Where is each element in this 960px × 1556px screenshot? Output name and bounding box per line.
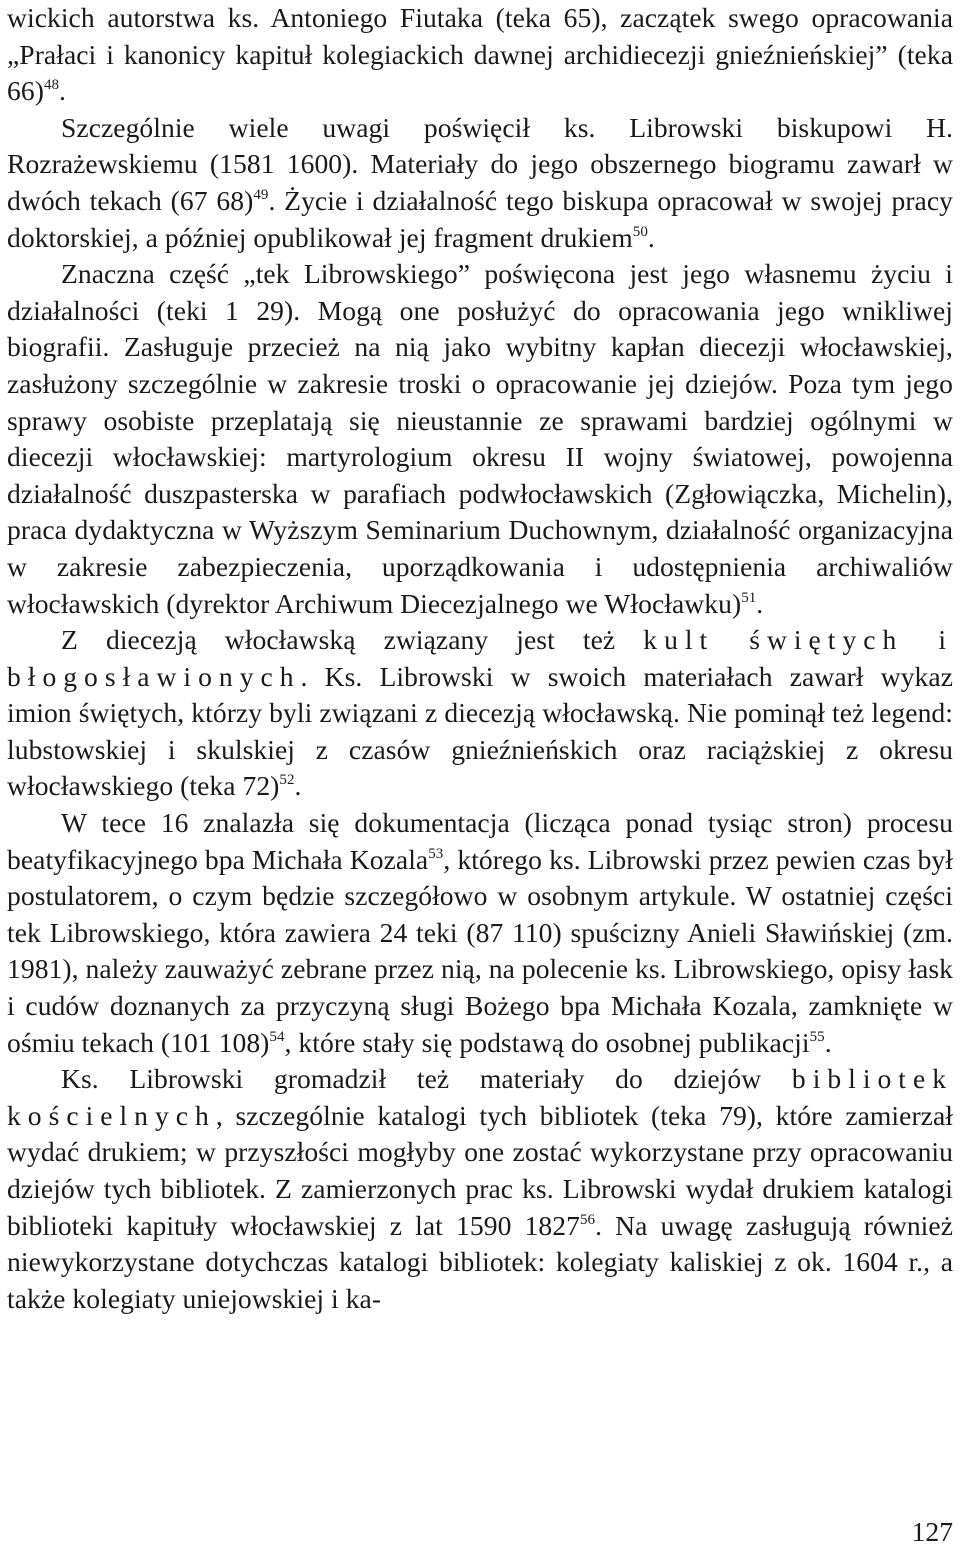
spaced-emphasis: kult świętych i błogosławionych <box>7 624 953 692</box>
footnote-reference: 54 <box>269 1028 285 1045</box>
paragraph <box>7 110 953 256</box>
paragraph-text: . Ks. Librowski w swoich materiałach zawarł wykaz imion świętych, którzy byli związani z diecezją włocławską. Nie pominął też legend: lubstowskiej i skulskiej z czasów gnieźnieńskich oraz raciążskiej z okresu włocławskiego (teka 72) <box>7 660 953 802</box>
paragraph-text: W tece 16 znalazła się dokumentacja (licząca ponad tysiąc stron) procesu beatyfikacyjnego bpa Michała Kozala <box>7 807 953 875</box>
paragraph <box>7 805 953 1061</box>
paragraph-text: . Życie i działalność tego biskupa opracował w swojej pracy doktorskiej, a później opublikował jej fragment drukiem <box>7 184 953 253</box>
page-number: 127 <box>911 1516 953 1547</box>
paragraph <box>7 622 953 805</box>
footnote-reference: 50 <box>632 223 648 240</box>
paragraph-text: , które stały się podstawą do osobnej publikacji <box>284 1026 810 1058</box>
paragraph-text: . <box>756 587 764 619</box>
paragraph-text: Szczególnie wiele uwagi poświęcił ks. Librowski biskupowi H. Rozrażewskiemu (1581 1600). Materiały do jego obszernego biogramu zawarł w dwóch tekach (67 68) <box>7 111 953 216</box>
paragraph <box>7 0 953 110</box>
footnote-reference: 52 <box>279 772 295 789</box>
paragraph <box>7 256 953 622</box>
page-body <box>7 0 953 1317</box>
paragraph-text: Znaczna część „tek Librowskiego” poświęcona jest jego własnemu życiu i działalności (teki 1 29). Mogą one posłużyć do opracowania jego wnikliwej biografii. Zasługuje przecież na nią jako wybitny kapłan diecezji włocławskiej, zasłużony szczególnie w zakresie troski o opracowanie jej dziejów. Poza tym jego sprawy osobiste przeplatają się nieustannie ze sprawami bardziej ogólnymi w diecezji włocławskiej: martyrologium okresu II wojny światowej, powojenna działalność duszpasterska w parafiach podwłocławskich (Zgłowiączka, Michelin), praca dydaktyczna w Wyższym Seminarium Duchownym, działalność organizacyjna w zakresie zabezpieczenia, uporządkowania i udostępnienia archiwaliów włocławskich (dyrektor Archiwum Diecezjalnego we Włocławku) <box>7 258 953 619</box>
footnote-reference: 53 <box>428 845 444 862</box>
footnote-reference: 56 <box>579 1211 596 1228</box>
paragraph <box>7 1061 953 1317</box>
paragraph-text: Z diecezją włocławską związany jest też <box>61 624 644 656</box>
paragraph-text: , którego ks. Librowski przez pewien czas był postulatorem, o czym będzie szczegółowo w osobnym artykule. W ostatniej części tek Librowskiego, która zawiera 24 teki (87 110) spuścizny Anieli Sławińskiej (zm. 1981), należy zauważyć zebrane przez nią, na polecenie ks. Librowskiego, opisy łask i cudów doznanych za przyczyną sługi Bożego bpa Michała Kozala, zamknięte w ośmiu tekach (101 108) <box>7 843 953 1058</box>
footnote-reference: 55 <box>809 1028 825 1045</box>
paragraph-text: . Na uwagę zasługują również niewykorzystane dotychczas katalogi bibliotek: kolegiaty kaliskiej z ok. 1604 r., a także kolegiaty uniejowskiej i ka- <box>7 1209 953 1314</box>
paragraph-text: wickich autorstwa ks. Antoniego Fiutaka (teka 65), zaczątek swego opracowania „Prałaci i kanonicy kapituł kolegiackich dawnej archidiecezji gnieźnieńskiej” (teka 66) <box>7 2 953 107</box>
paragraph-text: , szczególnie katalogi tych bibliotek (teka 79), które zamierzał wydać drukiem; w przyszłości mogłyby one zostać wykorzystane przy opracowaniu dziejów tych bibliotek. Z zamierzonych prac ks. Librowski wydał drukiem katalogi biblioteki kapituły włocławskiej z lat 1590 1827 <box>7 1099 953 1241</box>
paragraph-text: . <box>294 770 302 802</box>
spaced-emphasis: bibliotek kościelnych <box>7 1063 953 1131</box>
footnote-reference: 51 <box>741 589 757 606</box>
footnote-reference: 48 <box>43 77 60 94</box>
paragraph-text: . <box>647 221 655 253</box>
footnote-reference: 49 <box>253 186 269 203</box>
paragraph-text: . <box>59 75 66 107</box>
paragraph-text: Ks. Librowski gromadził też materiały do dziejów <box>61 1063 792 1095</box>
paragraph-text: . <box>824 1026 832 1058</box>
